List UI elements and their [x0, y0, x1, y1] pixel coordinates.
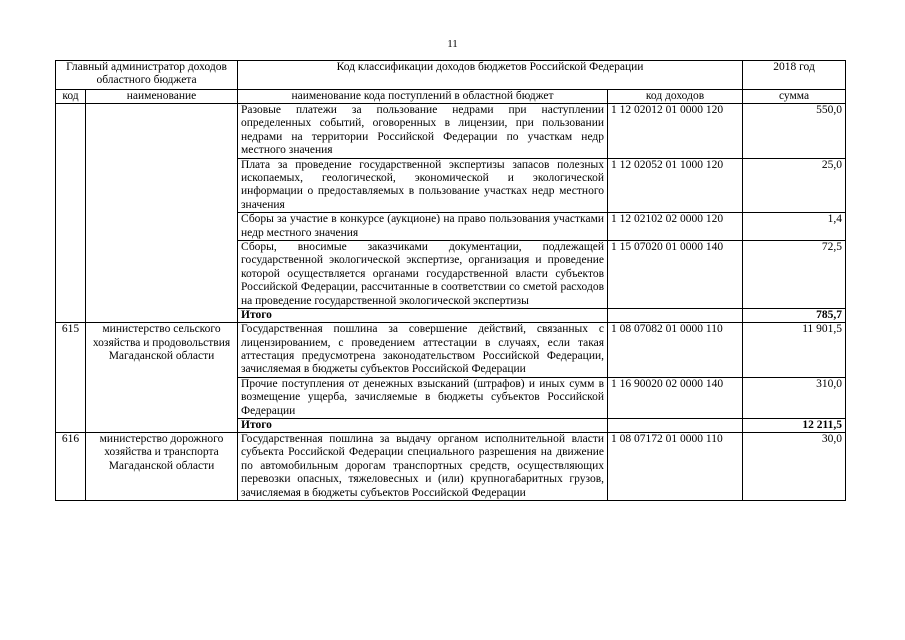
income-code: 1 12 02052 01 1000 120 [608, 158, 743, 213]
total-label: Итого [238, 418, 608, 432]
income-sum: 25,0 [743, 158, 846, 213]
income-code: 1 12 02102 02 0000 120 [608, 213, 743, 241]
subheader-row [56, 90, 846, 104]
header-row [56, 61, 846, 90]
page-number: 11 [447, 38, 458, 50]
classification-header: Код классификации доходов бюджетов Российской Федерации [238, 61, 743, 90]
income-code: 1 16 90020 02 0000 140 [608, 377, 743, 418]
admin-name: министерство дорожного хозяйства и транспорта Магаданской области [86, 432, 238, 500]
income-name: Разовые платежи за пользование недрами при наступлении определенных событий, оговоренных в лицензии, при пользовании недрами на территории Российской Федерации по участкам недр местного значения [238, 104, 608, 159]
col-income-name-header: наименование кода поступлений в областной бюджет [238, 90, 608, 104]
income-sum: 550,0 [743, 104, 846, 159]
revenue-table [55, 60, 846, 501]
income-name: Прочие поступления от денежных взысканий (штрафов) и иных сумм в возмещение ущерба, зачисляемые в бюджеты субъектов Российской Федерации [238, 377, 608, 418]
table-row [56, 323, 846, 378]
col-name-header: наименование [86, 90, 238, 104]
income-name: Государственная пошлина за совершение действий, связанных с лицензированием, с проведением аттестации в случаях, если такая аттестация предусмотрена законодательством Российской Федерации, зачисляемая в бюджеты субъектов Российской Федерации [238, 323, 608, 378]
admin-name: министерство сельского хозяйства и продовольствия Магаданской области [86, 323, 238, 433]
table-row [56, 432, 846, 500]
admin-name-cell [86, 104, 238, 323]
total-code-cell [608, 418, 743, 432]
income-sum: 72,5 [743, 241, 846, 309]
col-sum-header: сумма [743, 90, 846, 104]
income-name: Плата за проведение государственной экспертизы запасов полезных ископаемых, геологической, экономической и экологической информации о предоставляемых в пользование участках недр местного значения [238, 158, 608, 213]
col-code-header: код [56, 90, 86, 104]
income-sum: 310,0 [743, 377, 846, 418]
col-income-code-header: код доходов [608, 90, 743, 104]
total-sum: 12 211,5 [743, 418, 846, 432]
income-name: Сборы, вносимые заказчиками документации, подлежащей государственной экологической экспертизе, организация и проведение которой осуществляется органами государственной власти субъектов Российской Федерации, рассчитанные в соответствии со сметой расходов на проведение государственной экологической экспертизы [238, 241, 608, 309]
income-sum: 30,0 [743, 432, 846, 500]
income-code: 1 15 07020 01 0000 140 [608, 241, 743, 309]
income-sum: 1,4 [743, 213, 846, 241]
income-code: 1 08 07172 01 0000 110 [608, 432, 743, 500]
income-code: 1 08 07082 01 0000 110 [608, 323, 743, 378]
admin-code-cell [56, 104, 86, 323]
income-name: Государственная пошлина за выдачу органом исполнительной власти субъекта Российской Федерации специального разрешения на движение по автомобильным дорогам транспортных средств, осуществляющих перевозки опасных, тяжеловесных и (или) крупногабаритных грузов, зачисляемая в бюджеты субъектов Российской Федерации [238, 432, 608, 500]
admin-code: 616 [56, 432, 86, 500]
total-sum: 785,7 [743, 309, 846, 323]
total-label: Итого [238, 309, 608, 323]
income-code: 1 12 02012 01 0000 120 [608, 104, 743, 159]
admin-code: 615 [56, 323, 86, 433]
income-sum: 11 901,5 [743, 323, 846, 378]
year-header: 2018 год [743, 61, 846, 90]
table-row [56, 104, 846, 159]
admin-group-header: Главный администратор доходов областного бюджета [56, 61, 238, 90]
total-code-cell [608, 309, 743, 323]
income-name: Сборы за участие в конкурсе (аукционе) на право пользования участками недр местного значения [238, 213, 608, 241]
